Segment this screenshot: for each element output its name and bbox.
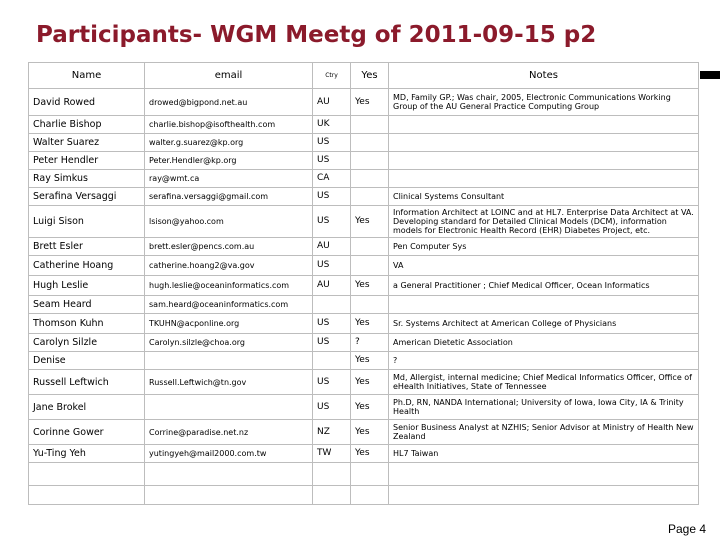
table-row [29, 445, 699, 463]
cell-name: Carolyn Silzle [29, 334, 145, 352]
cell-voting: Yes [351, 420, 389, 445]
cell-notes [389, 486, 699, 505]
cell-voting: Yes [351, 445, 389, 463]
cell-voting [351, 152, 389, 170]
cell-notes: VA [389, 256, 699, 276]
cell-voting [351, 238, 389, 256]
cell-email: Carolyn.silzle@choa.org [145, 334, 313, 352]
cell-email: catherine.hoang2@va.gov [145, 256, 313, 276]
table-row [29, 116, 699, 134]
cell-notes [389, 170, 699, 188]
cell-email: Peter.Hendler@kp.org [145, 152, 313, 170]
table-row [29, 352, 699, 370]
table-row [29, 334, 699, 352]
cell-notes: ? [389, 352, 699, 370]
cell-notes [389, 463, 699, 486]
table-row [29, 238, 699, 256]
cell-email [145, 486, 313, 505]
cell-name: Catherine Hoang [29, 256, 145, 276]
table-row [29, 134, 699, 152]
cell-name: Luigi Sison [29, 206, 145, 238]
cell-email: sam.heard@oceaninformatics.com [145, 296, 313, 314]
cell-name: Jane Brokel [29, 395, 145, 420]
accent-bar [700, 71, 720, 79]
cell-email: ray@wmt.ca [145, 170, 313, 188]
cell-email [145, 352, 313, 370]
cell-voting [351, 463, 389, 486]
table-body [29, 89, 699, 505]
cell-voting: Yes [351, 395, 389, 420]
table-row [29, 276, 699, 296]
cell-email [145, 463, 313, 486]
cell-country: AU [313, 276, 351, 296]
header-email: email [145, 63, 313, 89]
cell-country: UK [313, 116, 351, 134]
cell-country [313, 352, 351, 370]
cell-country: US [313, 152, 351, 170]
table-row [29, 463, 699, 486]
cell-email: walter.g.suarez@kp.org [145, 134, 313, 152]
table-row [29, 170, 699, 188]
cell-country: US [313, 256, 351, 276]
cell-name: Denise [29, 352, 145, 370]
cell-notes: a General Practitioner ; Chief Medical Officer, Ocean Informatics [389, 276, 699, 296]
cell-country: US [313, 206, 351, 238]
cell-name: Hugh Leslie [29, 276, 145, 296]
cell-country: NZ [313, 420, 351, 445]
cell-voting [351, 116, 389, 134]
cell-email: Russell.Leftwich@tn.gov [145, 370, 313, 395]
cell-voting: Yes [351, 370, 389, 395]
table-row [29, 188, 699, 206]
cell-name: Corinne Gower [29, 420, 145, 445]
cell-name: Thomson Kuhn [29, 314, 145, 334]
table-row [29, 486, 699, 505]
cell-country: US [313, 334, 351, 352]
cell-name [29, 463, 145, 486]
cell-email: charlie.bishop@isofthealth.com [145, 116, 313, 134]
cell-voting: Yes [351, 314, 389, 334]
cell-voting: ? [351, 334, 389, 352]
cell-email: lsison@yahoo.com [145, 206, 313, 238]
cell-notes [389, 152, 699, 170]
cell-email: hugh.leslie@oceaninformatics.com [145, 276, 313, 296]
cell-country: AU [313, 89, 351, 116]
cell-name: Ray Simkus [29, 170, 145, 188]
cell-notes [389, 116, 699, 134]
cell-voting: Yes [351, 276, 389, 296]
cell-country: US [313, 395, 351, 420]
cell-country [313, 463, 351, 486]
cell-notes [389, 296, 699, 314]
cell-notes: Clinical Systems Consultant [389, 188, 699, 206]
cell-name: Walter Suarez [29, 134, 145, 152]
cell-voting: Yes [351, 206, 389, 238]
cell-voting: Yes [351, 89, 389, 116]
table-header-row [29, 63, 699, 89]
cell-notes: MD, Family GP.; Was chair, 2005, Electronic Communications Working Group of the AU General Practice Computing Group [389, 89, 699, 116]
cell-notes: Pen Computer Sys [389, 238, 699, 256]
cell-name: Yu-Ting Yeh [29, 445, 145, 463]
cell-voting [351, 296, 389, 314]
header-country: Ctry [313, 63, 351, 89]
cell-name: Peter Hendler [29, 152, 145, 170]
cell-voting [351, 170, 389, 188]
header-notes: Notes [389, 63, 699, 89]
cell-notes: Senior Business Analyst at NZHIS; Senior Advisor at Ministry of Health New Zealand [389, 420, 699, 445]
cell-country [313, 296, 351, 314]
cell-notes [389, 134, 699, 152]
table-row [29, 395, 699, 420]
cell-notes: Ph.D, RN, NANDA International; University of Iowa, Iowa City, IA & Trinity Health [389, 395, 699, 420]
cell-name: Russell Leftwich [29, 370, 145, 395]
cell-voting [351, 188, 389, 206]
cell-email: drowed@bigpond.net.au [145, 89, 313, 116]
table-row [29, 89, 699, 116]
header-voting: Yes [351, 63, 389, 89]
participants-table [28, 62, 699, 505]
cell-country: TW [313, 445, 351, 463]
cell-notes: HL7 Taiwan [389, 445, 699, 463]
cell-name: Serafina Versaggi [29, 188, 145, 206]
table-row [29, 420, 699, 445]
cell-voting [351, 134, 389, 152]
cell-notes: Sr. Systems Architect at American College of Physicians [389, 314, 699, 334]
table-row [29, 314, 699, 334]
cell-email: Corrine@paradise.net.nz [145, 420, 313, 445]
cell-country [313, 486, 351, 505]
cell-name: Brett Esler [29, 238, 145, 256]
table-row [29, 206, 699, 238]
cell-country: AU [313, 238, 351, 256]
cell-email: yutingyeh@mail2000.com.tw [145, 445, 313, 463]
cell-voting: Yes [351, 352, 389, 370]
cell-country: US [313, 370, 351, 395]
cell-name: Charlie Bishop [29, 116, 145, 134]
slide-title: Participants- WGM Meetg of 2011-09-15 p2 [36, 22, 597, 48]
cell-email: TKUHN@acponline.org [145, 314, 313, 334]
cell-voting [351, 256, 389, 276]
cell-country: CA [313, 170, 351, 188]
cell-notes: Md, Allergist, internal medicine; Chief Medical Informatics Officer, Office of eHealth Initiatives, State of Tennessee [389, 370, 699, 395]
cell-country: US [313, 134, 351, 152]
page-number: Page 4 [668, 522, 707, 536]
cell-name: David Rowed [29, 89, 145, 116]
table-row [29, 256, 699, 276]
cell-email: brett.esler@pencs.com.au [145, 238, 313, 256]
header-name: Name [29, 63, 145, 89]
cell-name [29, 486, 145, 505]
table-row [29, 152, 699, 170]
cell-notes: American Dietetic Association [389, 334, 699, 352]
table-row [29, 296, 699, 314]
cell-name: Seam Heard [29, 296, 145, 314]
cell-country: US [313, 314, 351, 334]
cell-email: serafina.versaggi@gmail.com [145, 188, 313, 206]
cell-voting [351, 486, 389, 505]
cell-country: US [313, 188, 351, 206]
table-row [29, 370, 699, 395]
cell-notes: Information Architect at LOINC and at HL7. Enterprise Data Architect at VA. Developing standard for Detailed Clinical Models (DCM), information models for Electronic Health Record (EHR) Diabetes Project, etc. [389, 206, 699, 238]
cell-email [145, 395, 313, 420]
